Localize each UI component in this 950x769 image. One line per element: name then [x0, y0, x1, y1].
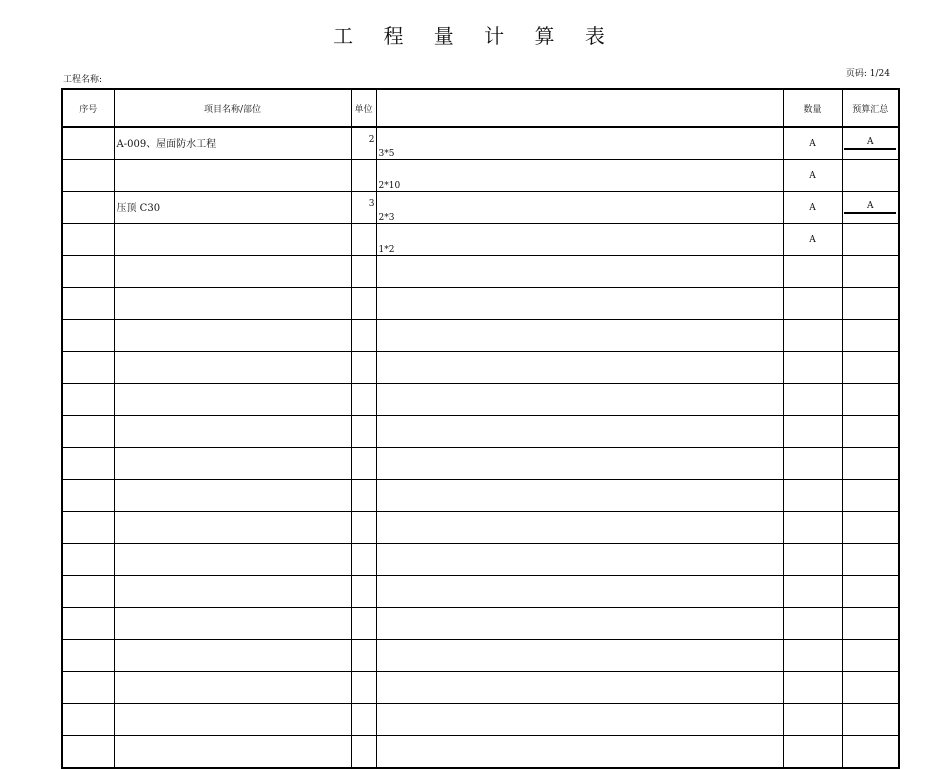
cell-summary[interactable] — [842, 352, 899, 384]
cell-summary[interactable] — [842, 480, 899, 512]
cell-unit[interactable] — [351, 160, 376, 192]
cell-summary[interactable] — [842, 672, 899, 704]
cell-unit[interactable] — [351, 320, 376, 352]
cell-qty[interactable] — [783, 480, 842, 512]
table-row — [62, 192, 899, 224]
cell-unit[interactable] — [351, 704, 376, 736]
cell-qty[interactable] — [783, 448, 842, 480]
cell-formula[interactable] — [376, 288, 783, 320]
cell-qty[interactable] — [783, 320, 842, 352]
cell-seq[interactable] — [62, 416, 114, 448]
table-row — [62, 640, 899, 672]
quantity-calculation-table — [61, 88, 900, 769]
cell-unit[interactable]: 2 — [351, 127, 376, 160]
cell-item[interactable] — [114, 576, 351, 608]
cell-item[interactable] — [114, 416, 351, 448]
summary-value: A — [844, 201, 896, 214]
cell-summary[interactable] — [842, 736, 899, 769]
cell-seq[interactable] — [62, 256, 114, 288]
table-row — [62, 736, 899, 769]
cell-seq[interactable] — [62, 576, 114, 608]
cell-unit[interactable] — [351, 608, 376, 640]
cell-unit[interactable] — [351, 384, 376, 416]
header-qty: 数量 — [783, 89, 842, 127]
cell-item[interactable] — [114, 672, 351, 704]
table-row — [62, 384, 899, 416]
header-formula — [376, 89, 783, 127]
cell-item[interactable] — [114, 256, 351, 288]
cell-summary[interactable] — [842, 512, 899, 544]
cell-unit[interactable] — [351, 352, 376, 384]
cell-seq[interactable] — [62, 544, 114, 576]
cell-seq[interactable] — [62, 192, 114, 224]
cell-formula[interactable]: 3*5 — [376, 127, 783, 160]
cell-qty[interactable] — [783, 352, 842, 384]
cell-summary[interactable] — [842, 640, 899, 672]
cell-formula[interactable] — [376, 352, 783, 384]
cell-summary[interactable] — [842, 448, 899, 480]
cell-qty[interactable] — [783, 256, 842, 288]
cell-formula[interactable] — [376, 672, 783, 704]
cell-seq[interactable] — [62, 288, 114, 320]
cell-formula[interactable] — [376, 704, 783, 736]
cell-item[interactable] — [114, 224, 351, 256]
cell-qty[interactable] — [783, 608, 842, 640]
table-row — [62, 480, 899, 512]
cell-seq[interactable] — [62, 480, 114, 512]
cell-summary[interactable] — [842, 256, 899, 288]
cell-unit[interactable] — [351, 544, 376, 576]
cell-unit[interactable] — [351, 736, 376, 769]
table-row — [62, 544, 899, 576]
cell-formula[interactable] — [376, 256, 783, 288]
cell-qty[interactable] — [783, 416, 842, 448]
cell-formula[interactable] — [376, 736, 783, 769]
cell-item[interactable]: A-009、屋面防水工程 — [114, 127, 351, 160]
cell-summary[interactable] — [842, 384, 899, 416]
project-name-label: 工程名称: — [63, 75, 103, 85]
table-row — [62, 127, 899, 160]
table-row — [62, 288, 899, 320]
cell-formula[interactable] — [376, 640, 783, 672]
cell-item[interactable] — [114, 160, 351, 192]
cell-summary[interactable] — [842, 544, 899, 576]
table-row — [62, 704, 899, 736]
cell-item[interactable] — [114, 352, 351, 384]
cell-unit[interactable] — [351, 224, 376, 256]
cell-seq[interactable] — [62, 384, 114, 416]
table-row — [62, 160, 899, 192]
cell-seq[interactable] — [62, 448, 114, 480]
cell-summary[interactable] — [842, 576, 899, 608]
cell-qty[interactable]: A — [783, 224, 842, 256]
cell-item[interactable] — [114, 448, 351, 480]
cell-seq[interactable] — [62, 127, 114, 160]
cell-unit[interactable] — [351, 288, 376, 320]
cell-formula[interactable] — [376, 576, 783, 608]
cell-qty[interactable] — [783, 704, 842, 736]
cell-seq[interactable] — [62, 320, 114, 352]
cell-summary[interactable] — [842, 416, 899, 448]
cell-unit[interactable] — [351, 416, 376, 448]
cell-item[interactable]: 压顶 C30 — [114, 192, 351, 224]
cell-item[interactable] — [114, 736, 351, 769]
table-row — [62, 256, 899, 288]
table-row — [62, 576, 899, 608]
cell-formula[interactable] — [376, 608, 783, 640]
header-seq: 序号 — [62, 89, 114, 127]
cell-summary[interactable] — [842, 288, 899, 320]
cell-unit[interactable] — [351, 480, 376, 512]
cell-seq[interactable] — [62, 704, 114, 736]
cell-item[interactable] — [114, 384, 351, 416]
cell-formula[interactable]: 2*10 — [376, 160, 783, 192]
cell-qty[interactable] — [783, 672, 842, 704]
cell-item[interactable] — [114, 704, 351, 736]
cell-summary[interactable] — [842, 704, 899, 736]
cell-qty[interactable] — [783, 288, 842, 320]
cell-qty[interactable] — [783, 640, 842, 672]
table-row — [62, 608, 899, 640]
table-row — [62, 224, 899, 256]
cell-qty[interactable] — [783, 384, 842, 416]
cell-unit[interactable] — [351, 512, 376, 544]
cell-summary[interactable] — [842, 192, 899, 224]
cell-item[interactable] — [114, 480, 351, 512]
header-summary: 预算汇总 — [842, 89, 899, 127]
cell-formula[interactable] — [376, 448, 783, 480]
table-row — [62, 672, 899, 704]
cell-qty[interactable] — [783, 576, 842, 608]
table-row — [62, 416, 899, 448]
cell-qty[interactable] — [783, 512, 842, 544]
cell-qty[interactable]: A — [783, 192, 842, 224]
cell-item[interactable] — [114, 608, 351, 640]
cell-qty[interactable]: A — [783, 160, 842, 192]
cell-seq[interactable] — [62, 224, 114, 256]
cell-item[interactable] — [114, 320, 351, 352]
cell-seq[interactable] — [62, 736, 114, 769]
cell-qty[interactable]: A — [783, 127, 842, 160]
cell-seq[interactable] — [62, 608, 114, 640]
cell-unit[interactable]: 3 — [351, 192, 376, 224]
page-number: 页码: 1/24 — [845, 69, 890, 79]
cell-formula[interactable] — [376, 512, 783, 544]
cell-summary[interactable] — [842, 224, 899, 256]
cell-summary[interactable] — [842, 127, 899, 160]
cell-unit[interactable] — [351, 672, 376, 704]
cell-formula[interactable] — [376, 544, 783, 576]
cell-formula[interactable]: 2*3 — [376, 192, 783, 224]
table-header-row — [62, 89, 899, 127]
document-title: 工 程 量 计 算 表 — [333, 24, 617, 48]
cell-seq[interactable] — [62, 160, 114, 192]
table-row — [62, 512, 899, 544]
table-row — [62, 320, 899, 352]
header-unit: 单位 — [351, 89, 376, 127]
cell-seq[interactable] — [62, 352, 114, 384]
cell-formula[interactable] — [376, 384, 783, 416]
cell-item[interactable] — [114, 640, 351, 672]
cell-formula[interactable] — [376, 320, 783, 352]
cell-item[interactable] — [114, 512, 351, 544]
header-item: 项目名称/部位 — [114, 89, 351, 127]
cell-qty[interactable] — [783, 544, 842, 576]
cell-unit[interactable] — [351, 640, 376, 672]
cell-qty[interactable] — [783, 736, 842, 769]
cell-seq[interactable] — [62, 512, 114, 544]
cell-formula[interactable] — [376, 416, 783, 448]
cell-formula[interactable]: 1*2 — [376, 224, 783, 256]
table-row — [62, 448, 899, 480]
cell-summary[interactable] — [842, 160, 899, 192]
summary-value: A — [844, 137, 896, 150]
cell-item[interactable] — [114, 544, 351, 576]
table-row — [62, 352, 899, 384]
cell-summary[interactable] — [842, 608, 899, 640]
cell-unit[interactable] — [351, 256, 376, 288]
cell-unit[interactable] — [351, 448, 376, 480]
cell-seq[interactable] — [62, 672, 114, 704]
cell-unit[interactable] — [351, 576, 376, 608]
cell-item[interactable] — [114, 288, 351, 320]
cell-seq[interactable] — [62, 640, 114, 672]
cell-formula[interactable] — [376, 480, 783, 512]
cell-summary[interactable] — [842, 320, 899, 352]
